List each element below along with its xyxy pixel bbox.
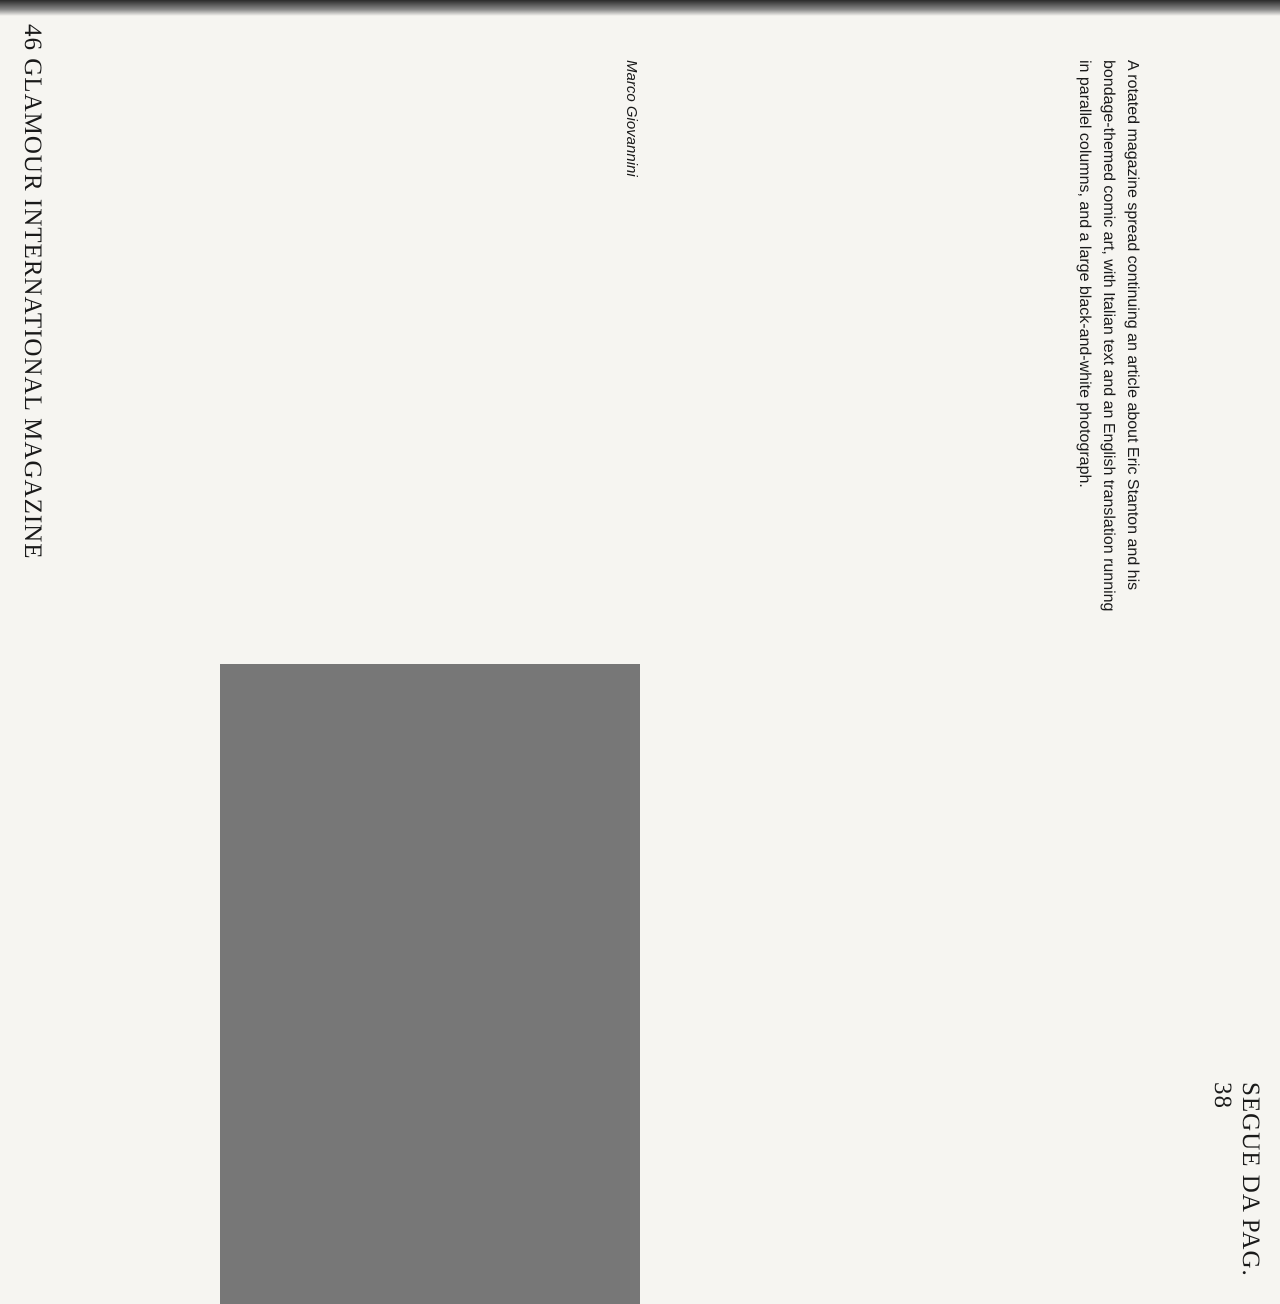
author-byline: Marco Giovannini: [623, 60, 640, 177]
photograph: [220, 664, 640, 1304]
page-folio: 46 GLAMOUR INTERNATIONAL MAGAZINE: [19, 24, 46, 560]
continuation-note: SEGUE DA PAG. 38: [1209, 1082, 1264, 1277]
article-summary: A rotated magazine spread continuing an article about Eric Stanton and his bondage-themed comic art, with Italian text and an English translation running in parallel columns, and a large black-and-white photograph.: [1076, 60, 1141, 612]
